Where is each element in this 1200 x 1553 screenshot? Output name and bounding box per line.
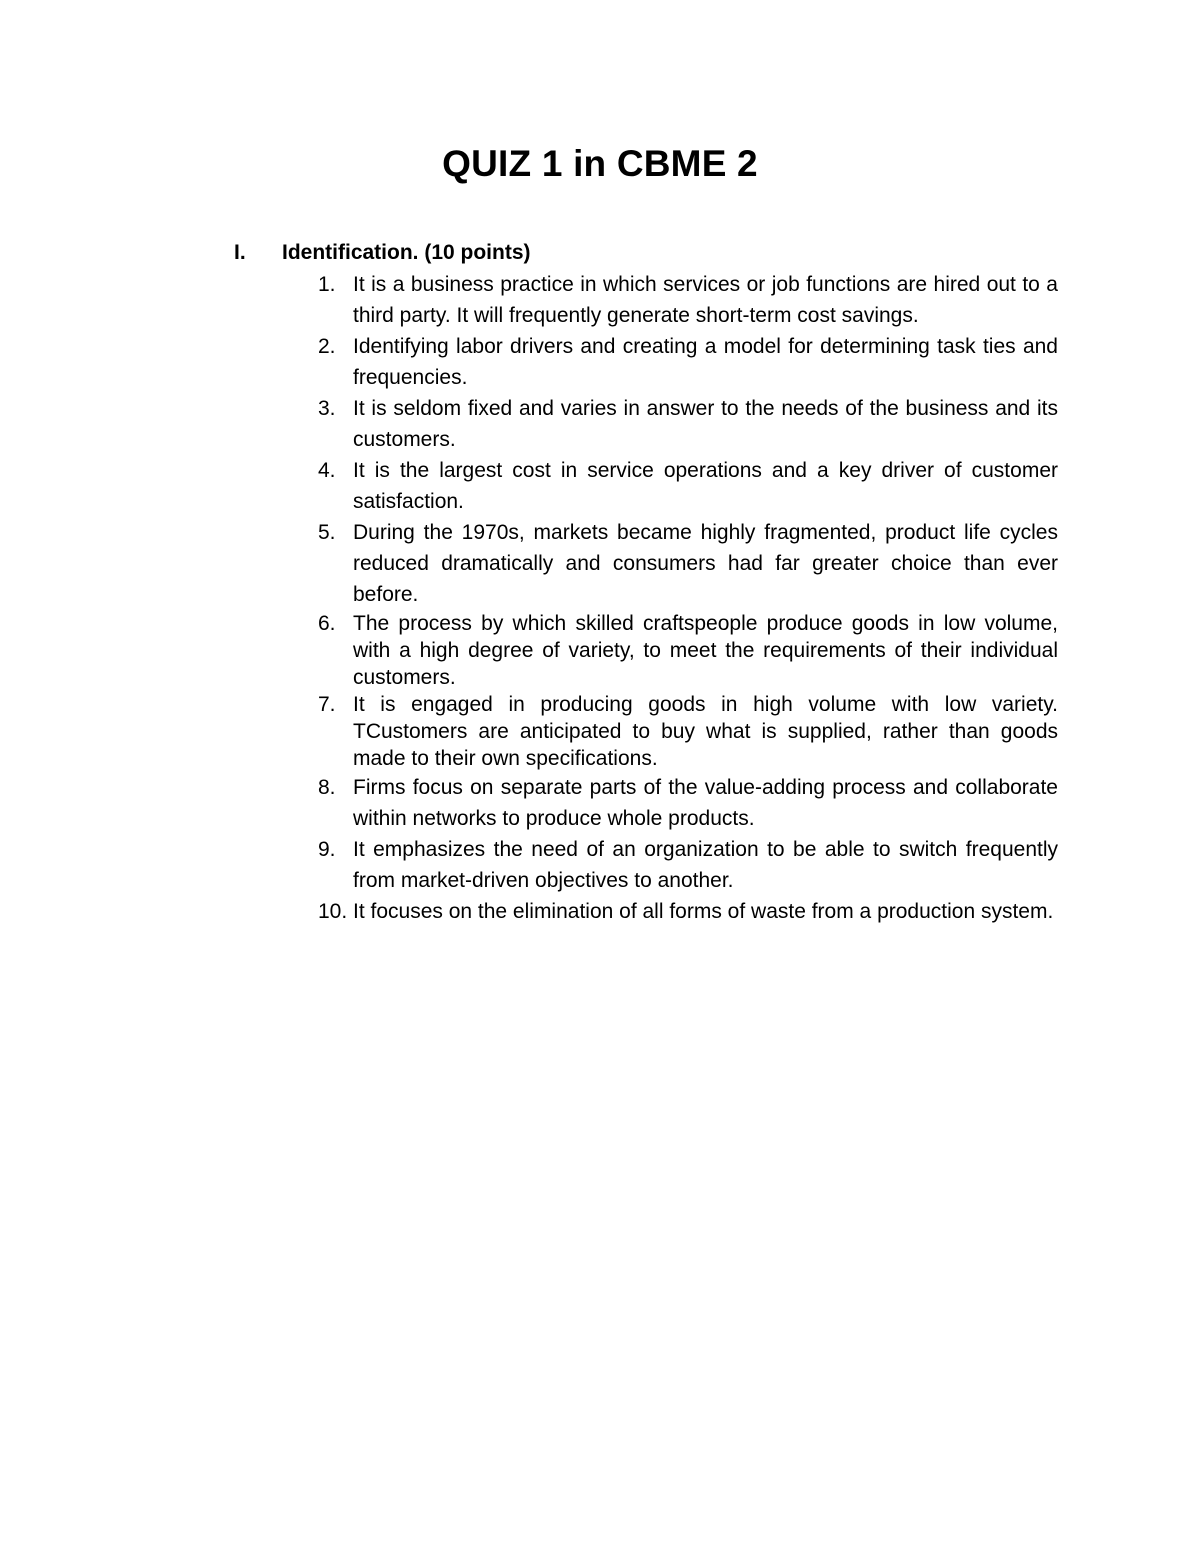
question-number: 2.: [318, 335, 336, 358]
question-text: It focuses on the elimination of all forms of waste from a production system.: [353, 900, 1054, 923]
question-item: [318, 455, 1058, 517]
question-item: [318, 269, 1058, 331]
question-number: 10.: [318, 900, 348, 923]
page-title: QUIZ 1 in CBME 2: [442, 143, 758, 184]
question-item: [318, 834, 1058, 896]
question-text: The process by which skilled craftspeople produce goods in low volume, with a high degree of variety, to meet the requirements of their individual customers.: [353, 612, 1058, 689]
question-text: It is the largest cost in service operations and a key driver of customer satisfaction.: [353, 459, 1058, 513]
question-number: 9.: [318, 838, 336, 861]
question-item: [318, 517, 1058, 610]
question-list: [318, 269, 1058, 927]
question-item: [318, 896, 1058, 927]
section-heading: [234, 237, 1064, 269]
section-title: Identification. (10 points): [282, 241, 531, 264]
question-item: [318, 393, 1058, 455]
question-text: It is a business practice in which services or job functions are hired out to a third party. It will frequently generate short-term cost savings.: [353, 273, 1058, 327]
question-text: Firms focus on separate parts of the value-adding process and collaborate within networks to produce whole products.: [353, 776, 1058, 830]
question-item: [318, 691, 1058, 772]
question-number: 4.: [318, 459, 336, 482]
question-item: [318, 610, 1058, 691]
question-number: 1.: [318, 273, 336, 296]
question-number: 7.: [318, 693, 336, 716]
question-text: During the 1970s, markets became highly fragmented, product life cycles reduced dramatically and consumers had far greater choice than ever before.: [353, 521, 1058, 606]
question-item: [318, 772, 1058, 834]
question-number: 3.: [318, 397, 336, 420]
section-numeral: I.: [234, 241, 246, 264]
question-item: [318, 331, 1058, 393]
question-text: It is seldom fixed and varies in answer to the needs of the business and its customers.: [353, 397, 1058, 451]
question-text: Identifying labor drivers and creating a model for determining task ties and frequencies.: [353, 335, 1058, 389]
identification-section: [234, 237, 1064, 923]
question-text: It is engaged in producing goods in high volume with low variety. TCustomers are anticipated to buy what is supplied, rather than goods made to their own specifications.: [353, 693, 1058, 770]
question-number: 6.: [318, 612, 336, 635]
question-number: 5.: [318, 521, 336, 544]
question-text: It emphasizes the need of an organization to be able to switch frequently from market-driven objectives to another.: [353, 838, 1058, 892]
question-number: 8.: [318, 776, 336, 799]
